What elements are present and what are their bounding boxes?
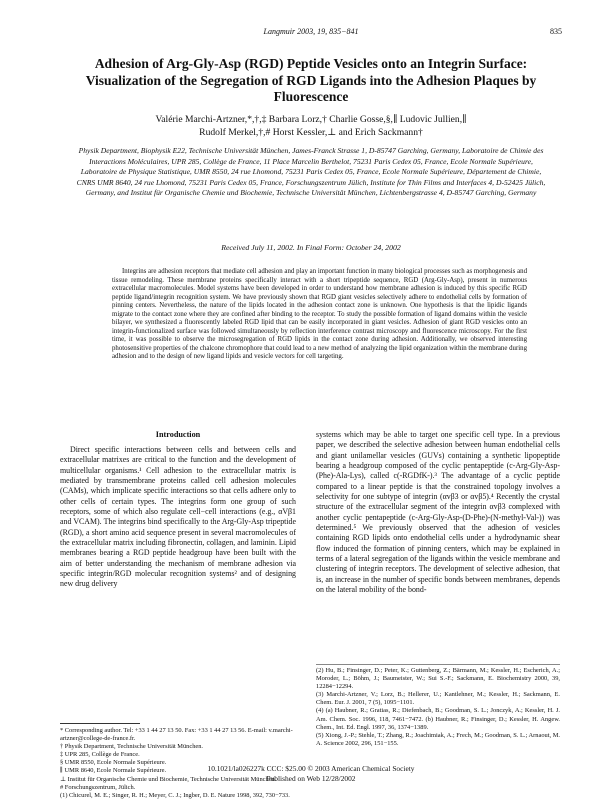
reference-item: (5) Xiong, J.-P.; Stehle, T.; Zhang, R.; Joachimiak, A.; Frech, M.; Goodman, S. L.; Arnaout, M. A. Science 2002, 296, 151−155. xyxy=(316,731,560,747)
publication-footer xyxy=(60,764,562,783)
author-line-1: Valérie Marchi-Artzner,*,†,‡ Barbara Lorz,† Charlie Gosse,§,∥ Ludovic Jullien,∥ xyxy=(155,114,467,125)
footnote-item: (1) Chicurel, M. E.; Singer, R. H.; Meyer, C. J.; Ingber, D. E. Nature 1998, 392, 730−733. xyxy=(60,791,290,799)
received-dates: Received July 11, 2002. In Final Form: October 24, 2002 xyxy=(221,243,401,252)
affiliations: Physik Department, Biophysik E22, Technische Universität München, James-Franck Strasse 1, D-85747 Garching, Germany, Laboratoire de Chimie des Interactions Moléculaires, UPR 285, Collège de France, 11 Place Marcelin Berthelot, 75231 Paris Cedex 05, France, Ecole Normale Supérieure, Laboratoire de Physique Statistique, UMR 8550, 24 rue Lhomond, 75231 Paris Cedex 05, France, Ecole Normale Supérieure, Département de Chimie, CNRS UMR 8640, 24 rue Lhomond, 75231 Paris Cedex 05, France, Forschungszentrum Jülich, Institute for Thin Films and Interfaces 4, D-52425 Jülich, Germany, and Institut für Organische Chemie und Biochemie, Technische Universität München, Lichtenbergstrasse 4, D-85747 Garching, Germany xyxy=(76,146,546,197)
doi-line: 10.1021/la026227k CCC: $25.00 © 2003 American Chemical Society xyxy=(207,764,415,773)
footnote-item: ⊥ Institut für Organische Chemie und Biochemie, Technische Universität München. xyxy=(60,775,277,783)
reference-item: (3) Marchi-Artzner, V.; Lorz, B.; Hellerer, U.; Kantlehner, M.; Kessler, H.; Sackmann, E. Chem. Eur. J. 2001, 7 (5), 1095−1101. xyxy=(316,691,560,707)
footnote-item: † Physik Department, Technische Universität München. xyxy=(60,743,204,751)
right-column xyxy=(316,430,560,596)
references-divider xyxy=(316,664,560,665)
footnote-item: * Corresponding author. Tel: +33 1 44 27 13 50. Fax: +33 1 44 27 13 56. E-mail: v.marchi-artzner@college-de-france.fr. xyxy=(60,727,293,743)
author-line-2: Rudolf Merkel,†,# Horst Kessler,⊥ and Erich Sackmann† xyxy=(199,127,423,138)
abstract: Integrins are adhesion receptors that mediate cell adhesion and play an important function in many biological processes such as morphogenesis and tissue remodeling. These membrane proteins specifically interact with a short tripeptide sequence, RGD (Arg-Gly-Asp), present in numerous extracellular macromolecules. Model systems have been developed in order to understand how membrane adhesion is induced by this specific RGD peptide ligand/integrin recognition system. We have previously shown that RGD giant vesicles selectively adhere to endothelial cells by formation of pinning centers. Nevertheless, the nature of the lipids located in the adhesion contact zone is unknown. One hypothesis is that the lipidic ligands migrate to the contact zone where they are confined after binding to the receptor. To study the possible formation of ligand domains within the vesicle bilayer, we synthesized a fluorescently labeled RGD lipid that can be easily incorporated in giant vesicles. Adhesion of giant RGD vesicles onto an integrin-functionalized surface was followed simultaneously by reflection interference contrast microscopy and fluorescence microscopy. For the first time, it was possible to observe the microsegregation of RGD lipids in the contact zone during adhesion. Additionally, we observed interesting photosensitive properties of the chalcone chromophore that could lead to a new method of analyzing the lipid organization within the membrane during adhesion and to the design of new ligand lipids and vesicle vectors for cell targeting. xyxy=(112,268,527,361)
references xyxy=(316,667,560,748)
reference-item: (4) (a) Haubner, R.; Gratias, R.; Diefenbach, B.; Goodman, S. L.; Jonczyk, A.; Kessler, H. J. Am. Chem. Soc. 1996, 118, 7461−7472. (b) Haubner, R.; Finsinger, D.; Kessler, H. Angew. Chem., Int. Ed. Engl. 1997, 36, 1374−1389. xyxy=(316,707,560,731)
footnote-item: ∥ UMR 8640, Ecole Normale Supérieure. xyxy=(60,767,167,775)
footnote-item: ‡ UPR 285, Collège de France. xyxy=(60,751,140,759)
reference-item: (2) Hu, B.; Finsinger, D.; Peter, K.; Guttenberg, Z.; Bärmann, M.; Kessler, H.; Escherich, A.; Moroder, L.; Böhm, J.; Baumeister, W.; Sui S.-F.; Sackmann, E. Biochemistry 2000, 39, 12284−12294. xyxy=(316,667,560,691)
running-header xyxy=(60,27,562,39)
introduction-continued: systems which may be able to target one specific cell type. In a previous paper, we described the selective adhesion between human endothelial cells and giant unilamellar vesicles (GUVs) containing a synthetic lipopeptide bearing a headgroup composed of the cyclic pentapeptide (c-Arg-Gly-Asp-(Phe)-Ala-Lys), called c(-RGDfK-).³ The advantage of a cyclic peptide compared to a linear peptide is that the constrained topology involves a selectivity for one subtype of integrin (αvβ3 or αvβ5).⁴ Recently the crystal structure of the extracellular segment of the integrin αvβ3 complexed with another cyclic pentapeptide (c-Arg-Gly-Asp-(D-Phe)-(N-methyl-Val-)) was determined.⁵ We previously observed that the adhesion of vesicles containing RGD lipids onto endothelial cells under a hydrodynamic shear flow induced the formation of pinning centers, which may be explained in terms of a lateral segregation of the ligands within the vesicle membrane and clustering of integrin receptors. The development of selective adhesion, that is, an increase in the number of specific bonds between membranes, depends on the lateral mobility of the bond- xyxy=(316,430,560,595)
journal-citation: Langmuir 2003, 19, 835−841 xyxy=(263,27,359,36)
left-column xyxy=(60,430,296,590)
author-list xyxy=(70,113,552,139)
publication-date: Published on Web 12/28/2002 xyxy=(266,773,356,783)
introduction-heading: Introduction xyxy=(155,430,201,439)
article-title: Adhesion of Arg-Gly-Asp (RGD) Peptide Vesicles onto an Integrin Surface: Visualization of the Segregation of RGD Ligands into the Adhesion Plaques by Fluorescence xyxy=(85,56,537,104)
footnote-divider xyxy=(60,723,140,724)
footnote-item: § UMR 8550, Ecole Normale Supérieure. xyxy=(60,759,167,767)
footnote-item: # Forschungszentrum, Jülich. xyxy=(60,783,136,791)
introduction-paragraph: Direct specific interactions between cells and between cells and extracellular matrixes are critical to the function and the development of multicellular organisms.¹ Cell adhesion to the extracellular matrix is mediated by transmembrane proteins called cell adhesion molecules (CAMs), which implicate specific interactions so that cells adhere only to other cells of certain types. The integrins form one group of such receptors, some of which also regulate cell−cell interactions (e.g., αVβ1 and VCAM). The integrins bind specifically to the Arg-Gly-Asp tripeptide (RGD), a short amino acid sequence present in several macromolecules of the extracellular matrix including fibronectin, collagen, and laminin. Lipid membranes bearing a RGD peptide headgroup have been built with the aim of better understanding the mechanism of membrane adhesion via specific integrin/RGD molecular recognition systems² and of designing new drug delivery xyxy=(60,445,296,589)
page-number: 835 xyxy=(550,27,562,36)
